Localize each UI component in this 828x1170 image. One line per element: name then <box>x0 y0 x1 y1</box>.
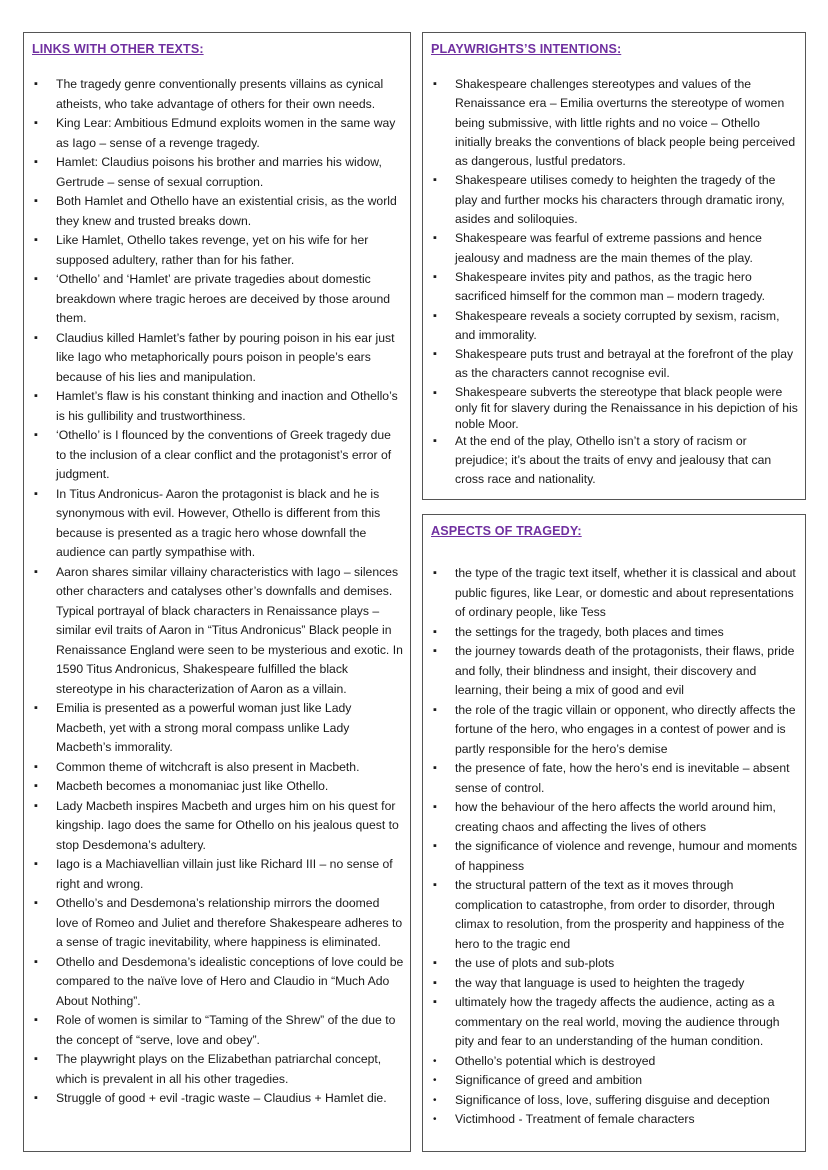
bullet-icon <box>433 759 441 779</box>
links-heading: LINKS WITH OTHER TEXTS: <box>32 42 204 56</box>
aspects-item <box>423 1071 799 1091</box>
links-item <box>24 777 404 797</box>
links-item-text: Claudius killed Hamlet’s father by pouring poison in his ear just like Iago who metaphorically pours poison in people’s ears because of his lies and manipulation. <box>56 330 395 384</box>
intentions-item <box>423 307 799 346</box>
aspects-item-text: how the behaviour of the hero affects the world around him, creating chaos and affecting the lives of others <box>455 800 776 834</box>
bullet-icon <box>433 268 441 288</box>
aspects-item-text: Significance of loss, love, suffering disguise and deception <box>455 1092 770 1107</box>
bullet-icon <box>433 798 441 818</box>
intentions-item <box>423 345 799 384</box>
links-item <box>24 797 404 856</box>
bullet-icon <box>433 171 441 191</box>
aspects-item <box>423 974 799 994</box>
bullet-icon <box>433 1091 441 1111</box>
links-item-text: ‘Othello’ and ‘Hamlet’ are private tragedies about domestic breakdown where tragic heroes are deceived by those around them. <box>56 272 391 325</box>
intentions-item-text: Shakespeare was fearful of extreme passions and hence jealousy and madness are the main themes of the play. <box>455 231 762 265</box>
bullet-icon <box>433 564 441 584</box>
aspects-item <box>423 1091 799 1111</box>
bullet-icon <box>34 1050 42 1070</box>
bullet-icon <box>433 432 441 452</box>
bullet-icon <box>34 270 42 290</box>
intentions-item-text: Shakespeare reveals a society corrupted by sexism, racism, and immorality. <box>455 308 780 342</box>
aspects-item <box>423 993 799 1052</box>
aspects-item <box>423 798 799 837</box>
intentions-item <box>423 268 799 307</box>
bullet-icon <box>433 954 441 974</box>
aspects-item-text: the significance of violence and revenge, humour and moments of happiness <box>455 839 798 873</box>
links-item <box>24 329 404 388</box>
links-item <box>24 1011 404 1050</box>
aspects-item <box>423 701 799 760</box>
links-item <box>24 426 404 485</box>
aspects-item-text: Victimhood - Treatment of female characters <box>455 1112 695 1126</box>
links-item-text: Macbeth becomes a monomaniac just like Othello. <box>56 779 329 793</box>
links-item <box>24 387 404 426</box>
links-item-text: Like Hamlet, Othello takes revenge, yet on his wife for her supposed adultery, rather than for his father. <box>56 233 369 267</box>
aspects-heading: ASPECTS OF TRAGEDY: <box>431 524 582 538</box>
aspects-item-text: the presence of fate, how the hero’s end is inevitable – absent sense of control. <box>455 761 790 795</box>
aspects-item <box>423 623 799 643</box>
aspects-item <box>423 837 799 876</box>
links-item-text: Role of women is similar to “Taming of the Shrew” of the due to the concept of “serve, love and obey”. <box>56 1013 396 1047</box>
links-item-text: Othello’s and Desdemona’s relationship mirrors the doomed love of Romeo and Juliet and therefore Shakespeare adheres to a sense of tragic inevitability, where happiness is eliminated. <box>56 896 403 949</box>
aspects-item-text: Significance of greed and ambition <box>455 1073 642 1087</box>
bullet-icon <box>34 231 42 251</box>
links-item <box>24 953 404 1012</box>
links-item-text: Struggle of good + evil -tragic waste – Claudius + Hamlet die. <box>56 1091 387 1105</box>
aspects-item-text: ultimately how the tragedy affects the audience, acting as a commentary on the real world, moving the audience through pity and fear to an understanding of the human condition. <box>455 995 780 1048</box>
links-item-text: King Lear: Ambitious Edmund exploits women in the same way as Iago – sense of a revenge tragedy. <box>56 116 396 150</box>
links-item-text: Hamlet’s flaw is his constant thinking and inaction and Othello’s is his gullibility and trustworthiness. <box>56 389 398 423</box>
bullet-icon <box>433 1071 441 1091</box>
aspects-item-text: the use of plots and sub-plots <box>455 956 615 970</box>
bullet-icon <box>34 797 42 817</box>
aspects-item <box>423 1052 799 1072</box>
bullet-icon <box>34 777 42 797</box>
playwrights-intentions-section <box>422 32 806 500</box>
bullet-icon <box>433 876 441 896</box>
bullet-icon <box>433 623 441 643</box>
aspects-item <box>423 876 799 954</box>
bullet-icon <box>433 384 441 404</box>
links-item-text: Aaron shares similar villainy characteristics with Iago – silences other characters and catalyses other’s downfalls and demises. Typical portrayal of black characters in Renaissance plays – similar evil traits of Aaron in “Titus Andronicus” Black people in Renaissance England were seen to be mysterious and exotic. In 1590 Titus Andronicus, Shakespeare fulfilled the black stereotype in his characterization of Aaron as a villain. <box>56 564 403 696</box>
bullet-icon <box>34 75 42 95</box>
bullet-icon <box>433 307 441 327</box>
bullet-icon <box>34 329 42 349</box>
intentions-item-text: Shakespeare challenges stereotypes and values of the Renaissance era – Emilia overturns the stereotype of women being submissive, with little rights and no voice – Othello initially breaks the conventions of black people being perceived as dangerous, lustful predators. <box>455 77 796 169</box>
bullet-icon <box>34 953 42 973</box>
links-with-other-texts-section <box>23 32 411 1152</box>
bullet-icon <box>433 974 441 994</box>
links-item <box>24 894 404 953</box>
aspects-list <box>423 564 799 1130</box>
intentions-item-text: Shakespeare invites pity and pathos, as the tragic hero sacrificed himself for the common man – modern tragedy. <box>455 269 766 304</box>
bullet-icon <box>433 75 441 95</box>
bullet-icon <box>433 837 441 857</box>
links-item-text: Lady Macbeth inspires Macbeth and urges him on his quest for kingship. Iago does the same for Othello on his jealous quest to stop Desdemona’s adultery. <box>56 798 399 852</box>
links-item <box>24 855 404 894</box>
links-item-text: Common theme of witchcraft is also present in Macbeth. <box>56 759 360 774</box>
bullet-icon <box>34 114 42 134</box>
links-item-text: Emilia is presented as a powerful woman just like Lady Macbeth, yet with a strong moral compass unlike Lady Macbeth’s immorality. <box>56 701 352 754</box>
links-item-text: Othello and Desdemona’s idealistic conceptions of love could be compared to the naïve love of Hero and Claudio in “Much Ado About Nothing”. <box>56 954 404 1008</box>
links-item <box>24 114 404 153</box>
links-item-text: ‘Othello’ is I flounced by the conventions of Greek tragedy due to the inclusion of a clear conflict and the protagonist’s error of judgment. <box>56 428 392 481</box>
links-item-text: In Titus Andronicus- Aaron the protagonist is black and he is synonymous with evil. However, Othello is different from this because is presented as a tragic hero whose downfall the audience can partly sympathise with. <box>56 486 381 559</box>
bullet-icon <box>34 758 42 778</box>
links-item-text: Iago is a Machiavellian villain just like Richard III – no sense of right and wrong. <box>56 857 393 891</box>
links-item-text: Hamlet: Claudius poisons his brother and marries his widow, Gertrude – sense of sexual corruption. <box>56 155 382 189</box>
aspects-item-text: the way that language is used to heighten the tragedy <box>455 975 745 990</box>
intentions-item <box>423 75 799 171</box>
intentions-item-text: Shakespeare puts trust and betrayal at the forefront of the play as the characters cannot recognise evil. <box>455 347 794 381</box>
bullet-icon <box>34 699 42 719</box>
links-item-text: Both Hamlet and Othello have an existential crisis, as the world they knew and trusted breaks down. <box>56 194 397 228</box>
bullet-icon <box>433 993 441 1013</box>
links-item <box>24 192 404 231</box>
aspects-item <box>423 1110 799 1130</box>
bullet-icon <box>34 894 42 914</box>
bullet-icon <box>34 153 42 173</box>
bullet-icon <box>34 1089 42 1109</box>
links-item <box>24 270 404 329</box>
bullet-icon <box>34 192 42 212</box>
links-item-text: The tragedy genre conventionally presents villains as cynical atheists, who take advantage of others for their own needs. <box>56 77 384 111</box>
intentions-item <box>423 432 799 490</box>
aspects-item-text: the structural pattern of the text as it moves through complication to catastrophe, from order to disorder, through climax to resolution, from the prosperity and happiness of the hero to the tragic end <box>455 878 785 951</box>
aspects-item-text: the role of the tragic villain or opponent, who directly affects the fortune of the hero, who engages in a contest of power and is partly responsible for the hero’s demise <box>455 702 796 756</box>
bullet-icon <box>34 426 42 446</box>
links-item <box>24 1050 404 1089</box>
links-item <box>24 153 404 192</box>
links-item <box>24 758 404 778</box>
aspects-item <box>423 954 799 974</box>
bullet-icon <box>433 1110 441 1130</box>
aspects-item-text: the journey towards death of the protagonists, their flaws, pride and folly, their blindness and insight, their discovery and learning, their being a mix of good and evil <box>455 644 795 697</box>
aspects-item <box>423 759 799 798</box>
bullet-icon <box>433 1052 441 1072</box>
intentions-item <box>423 384 799 432</box>
aspects-item-text: Othello’s potential which is destroyed <box>455 1053 656 1068</box>
links-item <box>24 563 404 700</box>
links-item <box>24 1089 404 1109</box>
bullet-icon <box>34 387 42 407</box>
links-item <box>24 75 404 114</box>
bullet-icon <box>34 1011 42 1031</box>
bullet-icon <box>433 345 441 365</box>
aspects-item-text: the type of the tragic text itself, whether it is classical and about public figures, like Lear, or domestic and about representations of ordinary people, like Tess <box>455 566 796 619</box>
intentions-item <box>423 229 799 268</box>
links-list <box>24 75 404 1109</box>
intentions-item-text: Shakespeare subverts the stereotype that black people were only fit for slavery during the Renaissance in his depiction of his noble Moor. <box>455 384 798 431</box>
intentions-list <box>423 75 799 490</box>
aspects-of-tragedy-section <box>422 514 806 1152</box>
links-item-text: The playwright plays on the Elizabethan patriarchal concept, which is prevalent in all his other tragedies. <box>56 1052 382 1086</box>
intentions-item <box>423 171 799 229</box>
links-item <box>24 485 404 563</box>
aspects-item <box>423 564 799 623</box>
bullet-icon <box>34 485 42 505</box>
aspects-item-text: the settings for the tragedy, both places and times <box>455 624 724 639</box>
bullet-icon <box>433 701 441 721</box>
intentions-item-text: Shakespeare utilises comedy to heighten the tragedy of the play and further mocks his characters through dramatic irony, asides and soliloquies. <box>455 173 785 227</box>
links-item <box>24 699 404 758</box>
intentions-heading: PLAYWRIGHTS’S INTENTIONS: <box>431 42 622 56</box>
bullet-icon <box>433 642 441 662</box>
bullet-icon <box>34 855 42 875</box>
links-item <box>24 231 404 270</box>
aspects-item <box>423 642 799 701</box>
bullet-icon <box>34 563 42 583</box>
bullet-icon <box>433 229 441 249</box>
intentions-item-text: At the end of the play, Othello isn’t a story of racism or prejudice; it’s about the traits of envy and jealousy that can cross race and nationality. <box>455 433 772 487</box>
